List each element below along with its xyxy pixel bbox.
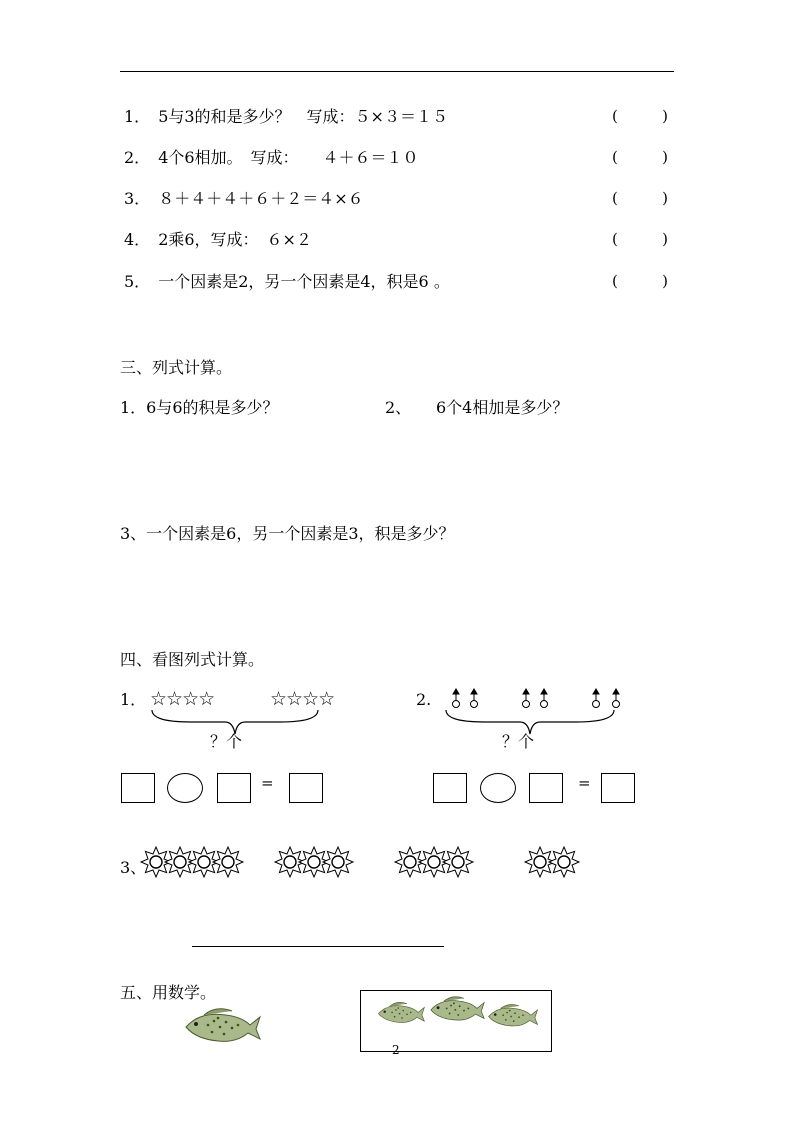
problem2-question: ？个 [502, 732, 535, 751]
paren-open: ( [612, 189, 618, 207]
problem1-question: ？个 [210, 732, 243, 751]
paren-open: ( [612, 107, 618, 125]
fish-image [182, 1005, 262, 1049]
star-group-left: ☆☆☆☆ [150, 688, 215, 710]
top-rule [120, 71, 674, 72]
judge-item-2 [124, 148, 419, 168]
equals-sign: = [261, 774, 274, 792]
judge-item-number: 3． [124, 189, 151, 208]
answer-box[interactable] [601, 773, 635, 803]
paren-close: ) [662, 148, 668, 166]
judge-item-number: 1． [124, 107, 151, 126]
paren-open: ( [612, 272, 618, 290]
answer-line[interactable] [192, 946, 444, 947]
judge-item-3 [124, 189, 364, 209]
section3-question-3: 3、一个因素是6，另一个因素是3，积是多少？ [120, 524, 455, 543]
section3-title: 三、列式计算。 [120, 358, 233, 377]
paren-close: ) [662, 230, 668, 248]
answer-parentheses-4[interactable] [612, 230, 668, 248]
sun-group [142, 843, 602, 883]
answer-box[interactable] [289, 773, 323, 803]
judge-item-text: ８＋４＋４＋６＋２＝４×６ [158, 189, 364, 208]
judge-item-text: 5与3的和是多少？ 写成：５×３＝１５ [158, 107, 448, 126]
paren-open: ( [612, 148, 618, 166]
section3-question-2: 6个4相加是多少？ [436, 398, 569, 417]
judge-item-4 [124, 230, 312, 250]
answer-parentheses-1[interactable] [612, 107, 668, 125]
operator-circle[interactable] [480, 773, 516, 803]
section4-title: 四、看图列式计算。 [120, 650, 265, 669]
paren-open: ( [612, 230, 618, 248]
judge-item-text: 一个因素是2，另一个因素是4，积是6 。 [158, 272, 450, 291]
paren-close: ) [662, 272, 668, 290]
answer-box[interactable] [529, 773, 563, 803]
arrow-circle-group [448, 688, 648, 710]
page-number: 2 [392, 1043, 400, 1057]
judge-item-number: 4． [124, 230, 151, 249]
judge-item-text: 2乘6，写成： ６×２ [158, 230, 312, 249]
paren-close: ) [662, 189, 668, 207]
paren-close: ) [662, 107, 668, 125]
judge-item-number: 5． [124, 272, 151, 291]
section3-question-1: 1．6与6的积是多少？ [120, 398, 279, 417]
problem3-number: 3、 [120, 858, 147, 877]
operator-circle[interactable] [167, 773, 203, 803]
section5-title: 五、用数学。 [120, 983, 217, 1002]
answer-parentheses-2[interactable] [612, 148, 668, 166]
fish-group-image [376, 994, 556, 1046]
answer-box[interactable] [121, 773, 155, 803]
problem1-number: 1． [120, 690, 147, 709]
judge-item-text: 4个6相加。 写成： ４＋６＝１０ [158, 148, 419, 167]
answer-box[interactable] [433, 773, 467, 803]
judge-item-number: 2． [124, 148, 151, 167]
section3-question-2-number: 2、 [385, 398, 412, 417]
answer-parentheses-5[interactable] [612, 272, 668, 290]
judge-item-1 [124, 107, 448, 127]
judge-item-5 [124, 272, 450, 292]
answer-box[interactable] [217, 773, 251, 803]
star-group-right: ☆☆☆☆ [270, 688, 335, 710]
answer-parentheses-3[interactable] [612, 189, 668, 207]
equals-sign: = [578, 774, 591, 792]
problem2-number: 2. [416, 690, 432, 709]
